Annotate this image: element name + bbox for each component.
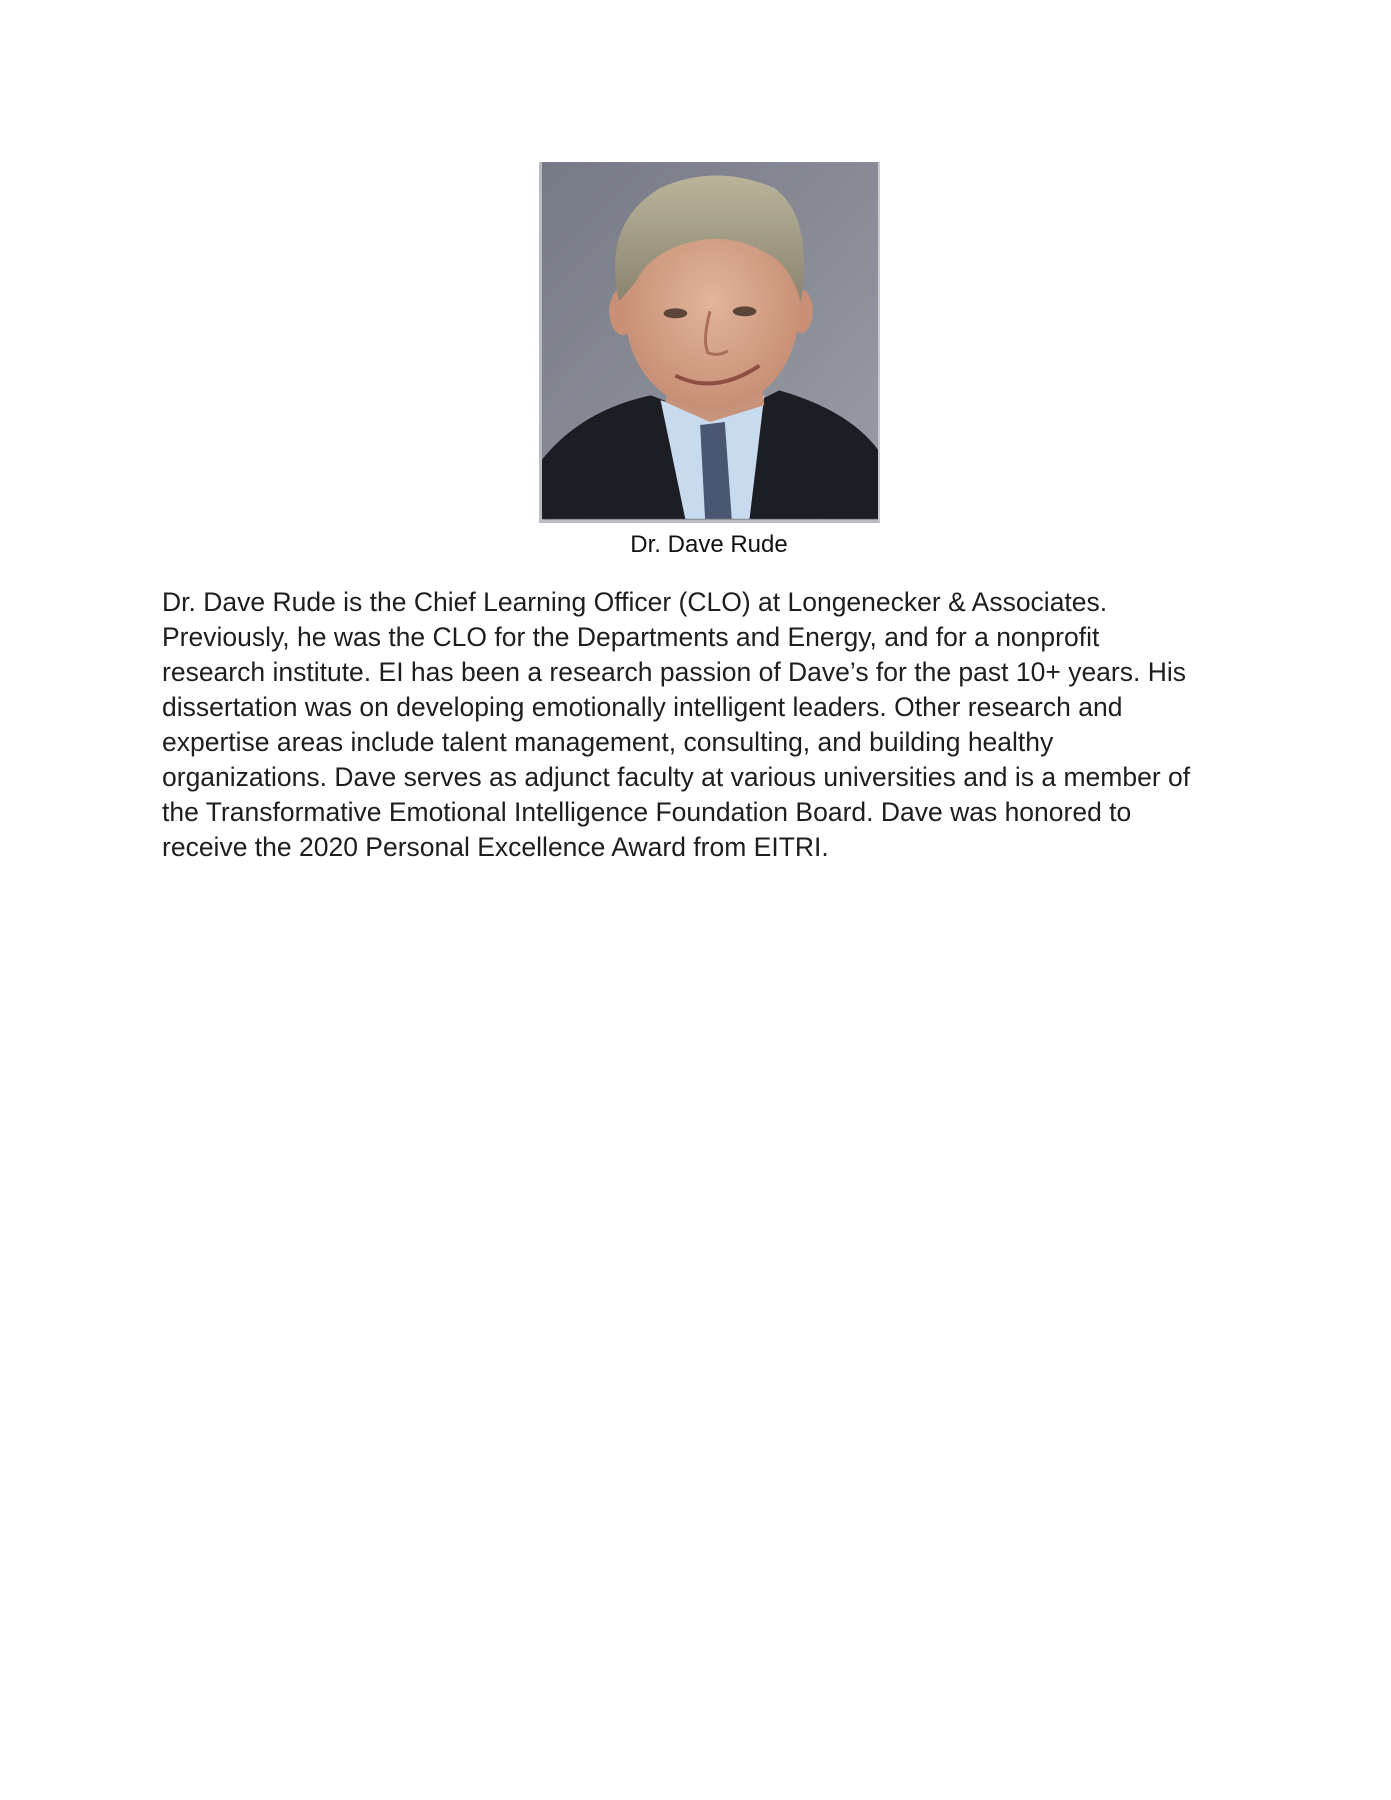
bio-line: organizations. Dave serves as adjunct faculty at various universities and is a member of xyxy=(162,762,1191,792)
bio-line: dissertation was on developing emotionally intelligent leaders. Other research and xyxy=(162,692,1123,722)
bio-paragraph xyxy=(162,585,1242,865)
bio-line: the Transformative Emotional Intelligence Foundation Board. Dave was honored to xyxy=(162,797,1132,827)
portrait-illustration xyxy=(542,162,878,520)
bio-line: expertise areas include talent management, consulting, and building healthy xyxy=(162,727,1054,757)
bio-line: Dr. Dave Rude is the Chief Learning Officer (CLO) at Longenecker & Associates. xyxy=(162,587,1108,617)
bio-line: receive the 2020 Personal Excellence Award from EITRI. xyxy=(162,832,829,862)
bio-line: Previously, he was the CLO for the Departments and Energy, and for a nonprofit xyxy=(162,622,1100,652)
photo-caption: Dr. Dave Rude xyxy=(630,531,788,558)
profile-photo xyxy=(539,162,880,523)
bio-line: research institute. EI has been a research passion of Dave’s for the past 10+ years. His xyxy=(162,657,1186,687)
